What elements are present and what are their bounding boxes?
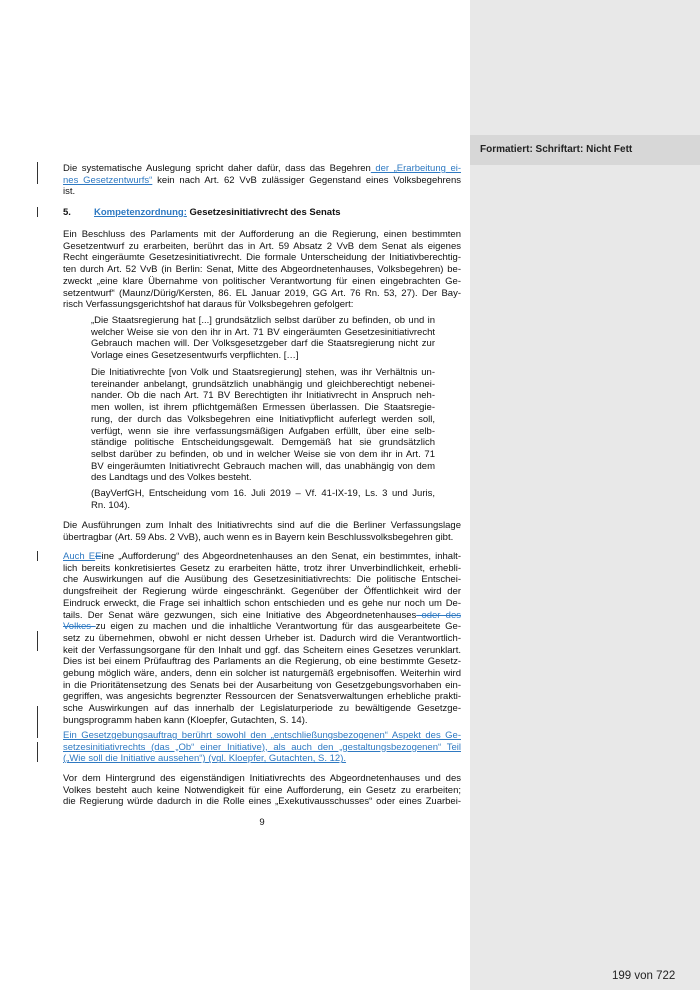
text-line: ten durch Art. 52 VvB (in Berlin: Senat, Mitte des Abgeordnetenhauses, Volksbegehren) be-: [63, 264, 461, 276]
change-bar: [37, 162, 38, 184]
comment-formatting-note[interactable]: Formatiert: Schriftart: Nicht Fett: [470, 135, 700, 165]
text-line: die Regierung würde dadurch in die Rolle eines „Exekutivausschusses“ oder eines Zuarbei-: [63, 796, 461, 808]
change-bar: [37, 631, 38, 651]
text-line: Gebrauch machen will. Der Volksgesetzgeber darf die Staatsregierung nicht zur: [91, 338, 435, 350]
text-line: welcher Weise sie von den ihr in Art. 71 BV eingeräumten Gesetzesinitiativrecht: [91, 326, 435, 338]
text-line: men wollen, ist ihrem pflichtgemäßen Ermessen überlassen. Die Staatsregie-: [91, 402, 435, 414]
paragraph-request-effects: [63, 551, 461, 727]
text-line: Ein Beschluss des Parlaments mit der Aufforderung an die Regierung, einen bestimmten: [63, 229, 461, 240]
text-line: nes Gesetzentwurfs“ kein nach Art. 62 VvB zulässiger Gegenstand eines Volksbegehrens: [63, 174, 462, 186]
text-line: Rn. 104).: [91, 499, 131, 511]
text-line: selbst darüber zu befinden, ob und in welcher Weise sie von dem ihr in Art. 71: [91, 448, 435, 460]
text-line: nander. Ob die nach Art. 71 BV Berechtigten ihr Initiativrecht in Anspruch neh-: [91, 390, 435, 402]
change-bar: [37, 742, 38, 762]
text-line: gegriffen, was angesichts begrenzter Ressourcen der Senatsverwaltungen erhebliche prakti-: [63, 691, 461, 703]
text-line: Vorlage eines Gesetzesentwurfs verpflichten. […]: [91, 350, 299, 362]
text-line: in die Prioritätensetzung des Senats bei der Ausarbeitung von Gesetzgebungsvorhaben ein-: [63, 679, 461, 691]
text-line: Volkes zu eigen zu machen und die inhaltliche Verantwortung für das ausgearbeitete Ge-: [63, 621, 461, 633]
change-bar: [37, 207, 38, 217]
text-line: übertragbar (Art. 59 Abs. 2 VvB), auch wenn es in Bayern kein Beschlussvolksbegehren gibt.: [63, 531, 454, 543]
block-quote-citation: [91, 488, 435, 511]
text-line: che Auswirkungen auf die Ausübung des Gesetzesinitiativrechts: Die politische Entschei-: [63, 574, 461, 586]
text-line: Die Initiativrechte [von Volk und Staatsregierung] stehen, was ihr Verhältnis un-: [91, 367, 435, 378]
text-line: (BayVerfGH, Entscheidung vom 16. Juli 2019 – Vf. 41-IX-19, Ls. 3 und Juris,: [91, 488, 435, 499]
text-line: BV eingeräumten Initiativrecht Gebrauch machen will, das unabhängig von dem: [91, 460, 435, 472]
text-line: „Die Staatsregierung hat [...] grundsätzlich selbst darüber zu befinden, ob und in: [91, 315, 435, 326]
text-line: setz zu übernehmen, obwohl er nicht dessen Urheber ist. Dadurch wird die Verantwortlich-: [63, 632, 461, 644]
text-line: ist.: [63, 186, 76, 198]
text-line: Die systematische Auslegung spricht daher dafür, dass das Begehren der „Erarbeitung ei-: [63, 163, 462, 174]
text-line: setzentwurf“ (Maunz/Dürig/Kersten, 86. EL Januar 2019, GG Art. 76 Rn. 53, 27). Der Bay-: [63, 287, 461, 299]
block-quote-2: [91, 367, 435, 484]
paragraph-transfer: [63, 520, 461, 543]
paragraph-inserted-legislative-mandate: [63, 730, 461, 765]
text-line: Recht eingeräumte Gesetzesinitiativrecht. Die formale Unterscheidung der Initiativberechtig-: [63, 252, 461, 264]
text-line: ständige politische Entscheidungsgewalt. Demgemäß hat sie grundsätzlich: [91, 437, 435, 449]
text-line: Auch EEine „Aufforderung“ des Abgeordnetenhauses an den Senat, ein bestimmtes, inhalt-: [63, 551, 461, 562]
text-line: gebung möglich wäre, anders, denn ein solcher ist naturgemäß ergebnisoffen. Weiterhin wird: [63, 668, 461, 680]
text-line: Eindruck erweckt, die Frage sei inhaltlich schon entschieden und es gehe nur noch um De-: [63, 597, 461, 609]
text-line: dungsfreiheit der Regierung würde eingeschränkt. Gegenüber der Öffentlichkeit wird der: [63, 586, 461, 598]
paragraph-initiative-right: [63, 229, 461, 311]
text-line: („Wie soll die Initiative aussehen“) (vgl. Kloepfer, Gutachten, S. 12).: [63, 753, 347, 765]
page-counter: 199 von 722: [612, 970, 676, 982]
block-quote-1: [91, 315, 435, 362]
change-bar: [37, 551, 38, 561]
change-bar: [37, 706, 38, 738]
text-line: des Landtags und des Volkes besteht.: [91, 472, 252, 484]
text-line: Ein Gesetzgebungsauftrag berührt sowohl den „entschließungsbezogenen“ Aspekt des Ge-: [63, 730, 461, 741]
text-line: setzesinitiativrechts (das „Ob“ einer Initiative), als auch den „gestaltungsbezogenen“ Teil: [63, 741, 461, 753]
text-line: zweckt „eine klare Übernahme von politischer Verantwortung für einen eingebrachten Ge-: [63, 275, 461, 287]
text-line: Gesetzentwurf zu erarbeiten, berührt das in Art. 59 Absatz 2 VvB dem Senat als eigenes: [63, 240, 461, 252]
text-line: keit der Verfassungsorgane für den Inhalt und ggf. das Scheitern eines Gesetzes verunklart.: [63, 644, 461, 656]
paragraph-background: [63, 773, 461, 808]
section-title: Kompetenzordnung: Gesetzesinitiativrecht des Senats: [94, 207, 341, 218]
text-line: Die Ausführungen zum Inhalt des Initiativrechts sind auf die die Berliner Verfassungslage: [63, 520, 461, 531]
page-number: 9: [259, 817, 265, 828]
text-line: verfügt, wenn sie ihre verfassungsmäßigen Aufgaben erfüllt, über eine selb-: [91, 425, 435, 437]
text-line: rung, der durch das Volksbegehren eine Initiativpflicht auferlegt werden soll,: [91, 413, 435, 425]
text-line: sche Auswirkungen auf das innerhalb der Legislaturperiode zu bewältigende Gesetzge-: [63, 703, 461, 715]
text-line: lich bereits konkretisiertes Gesetz zu erarbeiten hätte, trotz ihrer Unverbindlichkeit, erhebli-: [63, 562, 461, 574]
text-line: tails. Der Senat wäre gezwungen, sich eine Initiative des Abgeordnetenhauses oder des: [63, 609, 461, 621]
paragraph-conclusion: [63, 163, 461, 198]
text-line: Vor dem Hintergrund des eigenständigen Initiativrechts des Abgeordnetenhauses und des: [63, 773, 461, 784]
text-line: bungsprogramm haben kann (Kloepfer, Gutachten, S. 14).: [63, 714, 308, 726]
text-line: risch Verfassungsgerichtshof hat daraus für Volksbegehren gefolgert:: [63, 299, 354, 311]
text-line: Volkes besteht auch keine Notwendigkeit für eine Aufforderung, ein Gesetz zu erarbeiten;: [63, 784, 461, 796]
section-number: 5.: [63, 207, 71, 218]
text-line: tereinander anbelangt, grundsätzlich unabhängig und gleichberechtigt nebenei-: [91, 378, 435, 390]
text-line: Dies ist bei einem Prüfauftrag des Parlaments an die Regierung, ob eine bestimmte Gesetz-: [63, 656, 461, 668]
